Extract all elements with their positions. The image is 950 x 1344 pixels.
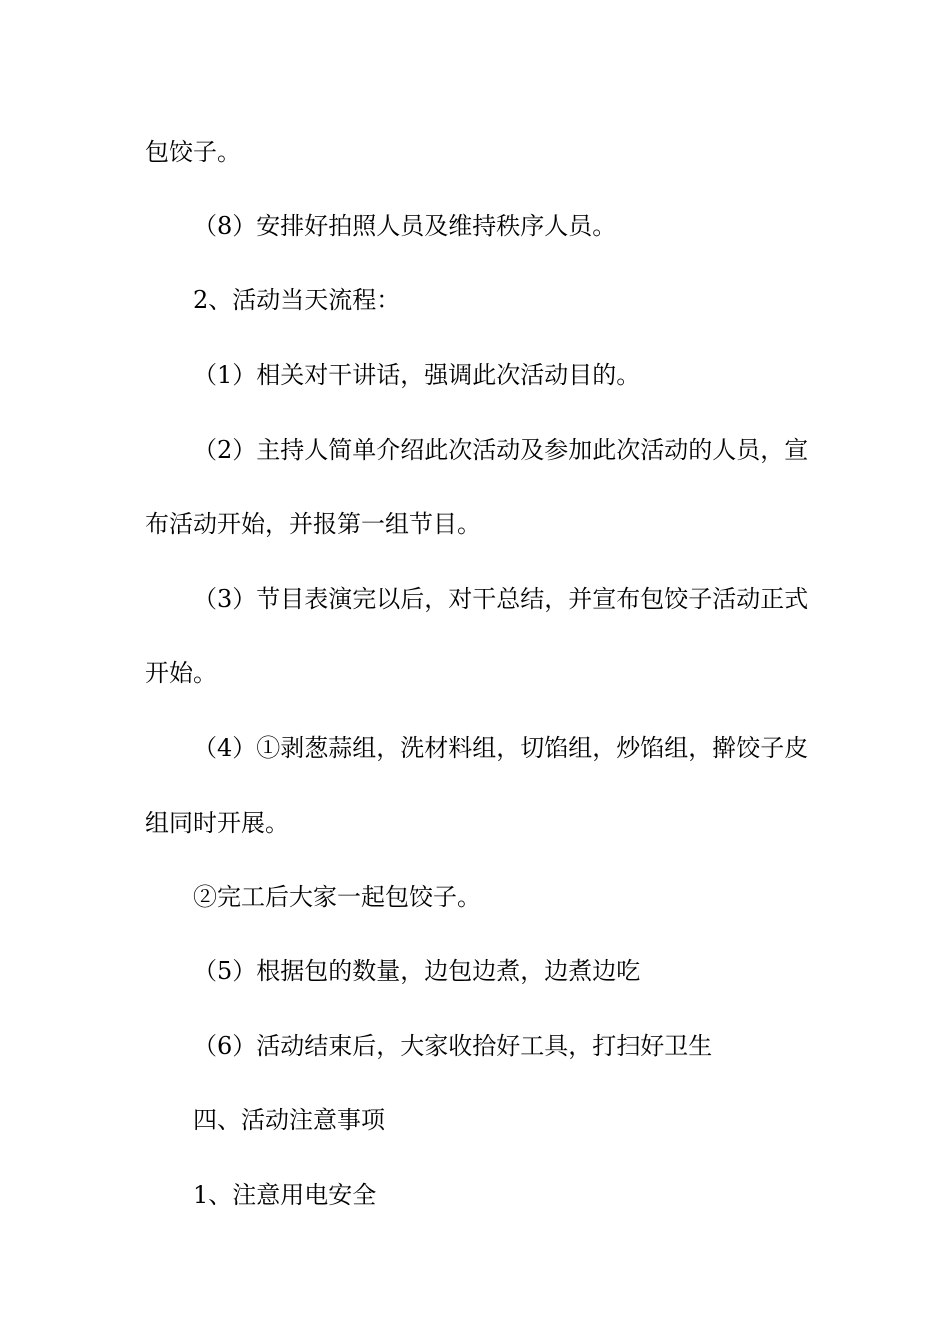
text-line: ②完工后大家一起包饺子。 [193,883,481,911]
text-line: （8）安排好拍照人员及维持秩序人员。 [193,212,617,240]
text-line: （3）节目表演完以后，对干总结，并宣布包饺子活动正式 [193,585,809,613]
text-line: 包饺子。 [145,138,241,166]
text-line: （2）主持人简单介绍此次活动及参加此次活动的人员，宣 [193,436,809,464]
text-line: 开始。 [145,659,217,687]
text-line: （4）①剥葱蒜组，洗材料组，切馅组，炒馅组，擀饺子皮 [193,734,809,762]
text-line: 2、活动当天流程： [193,286,401,314]
text-line: 布活动开始，并报第一组节目。 [145,510,481,538]
text-line: （1）相关对干讲话，强调此次活动目的。 [193,361,641,389]
text-line: （5）根据包的数量，边包边煮，边煮边吃 [193,957,641,985]
text-line: 四、活动注意事项 [193,1106,385,1134]
text-line: 1、注意用电安全 [193,1181,377,1209]
text-line: （6）活动结束后，大家收拾好工具，打扫好卫生 [193,1032,713,1060]
text-line: 组同时开展。 [145,809,289,837]
